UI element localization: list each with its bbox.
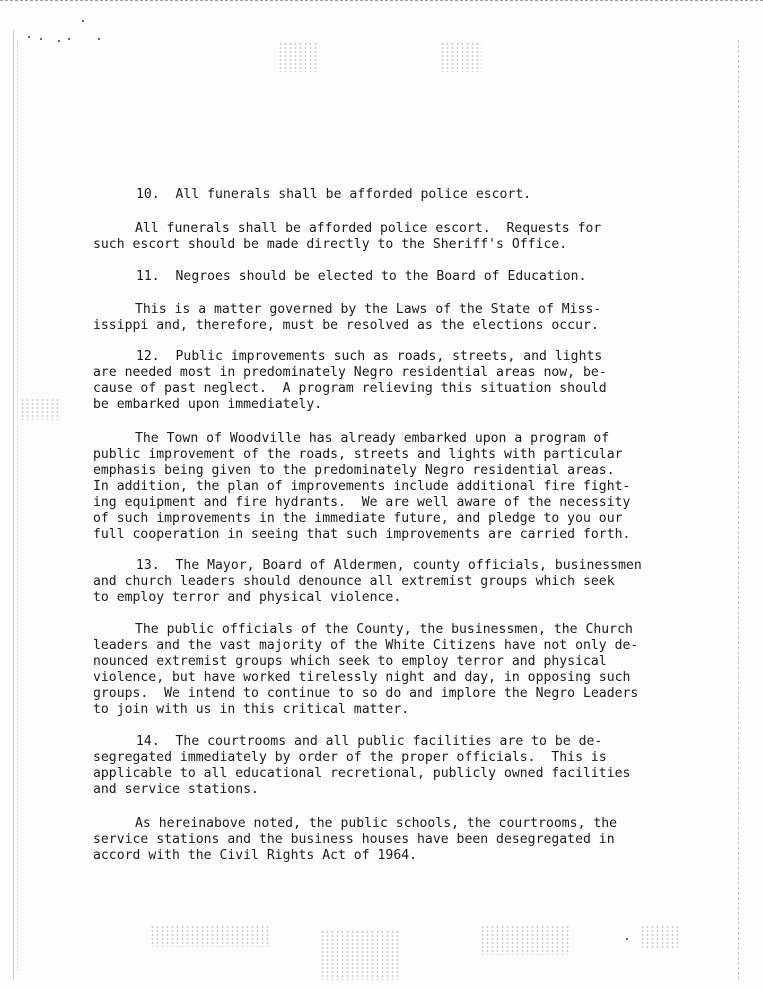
item-13-text: to employ terror and physical violence. [93, 590, 402, 605]
body-line: to join with us in this critical matter. [93, 702, 410, 717]
scan-edge-right [738, 40, 740, 980]
body-line: service stations and the business houses have been desegregated in [93, 832, 615, 847]
item-14-heading: 14. The courtrooms and all public facilities are to be de- [136, 734, 603, 749]
scan-speckle [150, 925, 270, 947]
body-line: All funerals shall be afforded police escort. Requests for [135, 221, 602, 236]
scan-edge-left-inner [17, 40, 19, 970]
scan-dot [68, 38, 70, 40]
scan-dot [28, 36, 30, 38]
scan-dot [98, 38, 100, 40]
body-line: full cooperation in seeing that such improvements are carried forth. [93, 527, 631, 542]
scan-speckle [320, 930, 400, 980]
body-line: issippi and, therefore, must be resolved as the elections occur. [93, 318, 599, 333]
scan-speckle [640, 925, 680, 950]
body-line: The public officials of the County, the businessmen, the Church [135, 622, 633, 637]
scan-speckle [20, 398, 60, 420]
item-14-text: segregated immediately by order of the proper officials. This is [93, 750, 607, 765]
item-10-heading: 10. All funerals shall be afforded police escort. [136, 187, 532, 202]
body-line: of such improvements in the immediate future, and pledge to you our [93, 511, 623, 526]
item-12-text: are needed most in predominately Negro residential areas now, be- [93, 365, 607, 380]
body-line: public improvement of the roads, streets and lights with particular [93, 447, 623, 462]
scan-dot [82, 20, 84, 22]
body-line: The Town of Woodville has already embarked upon a program of [135, 431, 610, 446]
body-line: groups. We intend to continue to so do and implore the Negro Leaders [93, 686, 639, 701]
item-12-text: be embarked upon immediately. [93, 397, 323, 412]
item-12-text: cause of past neglect. A program relieving this situation should [93, 381, 607, 396]
body-line: violence, but have worked tirelessly night and day, in opposing such [93, 670, 631, 685]
scan-dot [626, 938, 628, 940]
body-line: In addition, the plan of improvements include additional fire fight- [93, 479, 631, 494]
item-13-text: and church leaders should denounce all extremist groups which seek [93, 574, 615, 589]
scan-dot [40, 38, 42, 40]
scan-edge-top [0, 0, 763, 2]
body-line: such escort should be made directly to the Sheriff's Office. [93, 237, 568, 252]
scan-edge-left [13, 30, 15, 980]
scan-speckle [440, 42, 482, 72]
item-14-text: and service stations. [93, 782, 259, 797]
item-11-heading: 11. Negroes should be elected to the Board of Education. [136, 269, 587, 284]
body-line: As hereinabove noted, the public schools, the courtrooms, the [135, 816, 618, 831]
body-line: emphasis being given to the predominately Negro residential areas. [93, 463, 615, 478]
scan-speckle [278, 42, 320, 72]
item-12-heading: 12. Public improvements such as roads, streets, and lights [136, 349, 603, 364]
scan-speckle [480, 925, 570, 955]
body-line: ing equipment and fire hydrants. We are well aware of the necessity [93, 495, 631, 510]
body-line: nounced extremist groups which seek to employ terror and physical [93, 654, 607, 669]
body-line: leaders and the vast majority of the White Citizens have not only de- [93, 638, 639, 653]
body-line: accord with the Civil Rights Act of 1964. [93, 848, 418, 863]
scan-dot [58, 40, 60, 42]
item-14-text: applicable to all educational recretional, publicly owned facilities [93, 766, 631, 781]
body-line: This is a matter governed by the Laws of the State of Miss- [135, 302, 602, 317]
item-13-heading: 13. The Mayor, Board of Aldermen, county officials, businessmen [136, 558, 642, 573]
